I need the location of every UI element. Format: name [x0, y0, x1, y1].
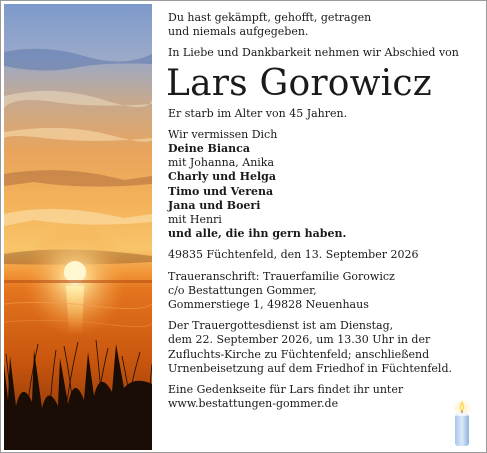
funeral-service — [168, 319, 480, 376]
mourner-line: mit Johanna, Anika — [168, 156, 275, 170]
service-line-1: Der Trauergottesdienst ist am Dienstag, — [168, 319, 394, 333]
memorial-page — [168, 383, 480, 411]
place-date: 49835 Füchtenfeld, den 13. September 2026 — [168, 248, 419, 262]
candle-icon — [448, 398, 476, 448]
memorial-line: Eine Gedenkseite für Lars findet ihr unter — [168, 383, 404, 397]
mourner-line: Wir vermissen Dich — [168, 127, 278, 141]
address-line-2: c/o Bestattungen Gommer, — [168, 283, 317, 297]
mourning-address — [168, 270, 480, 313]
obituary-text — [168, 11, 480, 411]
mourner-line: Charly und Helga — [168, 170, 276, 184]
service-line-3: Zufluchts-Kirche zu Füchtenfeld; anschließend — [168, 347, 430, 361]
farewell-line: In Liebe und Dankbarkeit nehmen wir Abschied von — [168, 46, 459, 60]
address-line-1: Traueranschrift: Trauerfamilie Gorowicz — [168, 269, 395, 283]
opening-line-2: und niemals aufgegeben. — [168, 25, 309, 39]
memorial-url[interactable]: www.bestattungen-gommer.de — [168, 397, 339, 411]
address-line-3: Gommerstiege 1, 49828 Neuenhaus — [168, 298, 369, 312]
mourner-line: und alle, die ihn gern haben. — [168, 227, 347, 241]
sunset-sea-photo — [4, 4, 152, 450]
deceased-name: Lars Gorowicz — [166, 62, 432, 104]
opening-line-1: Du hast gekämpft, gehofft, getragen — [168, 11, 372, 24]
mourner-line: Timo und Verena — [168, 184, 274, 198]
service-line-2: dem 22. September 2026, um 13.30 Uhr in der — [168, 333, 431, 347]
mourner-line: Jana und Boeri — [168, 198, 261, 212]
mourner-line: mit Henri — [168, 213, 222, 227]
service-line-4: Urnenbeisetzung auf dem Friedhof in Füchtenfeld. — [168, 361, 452, 375]
mourner-line: Deine Bianca — [168, 142, 250, 156]
age-line: Er starb im Alter von 45 Jahren. — [168, 106, 348, 120]
mourners-list — [168, 128, 480, 242]
